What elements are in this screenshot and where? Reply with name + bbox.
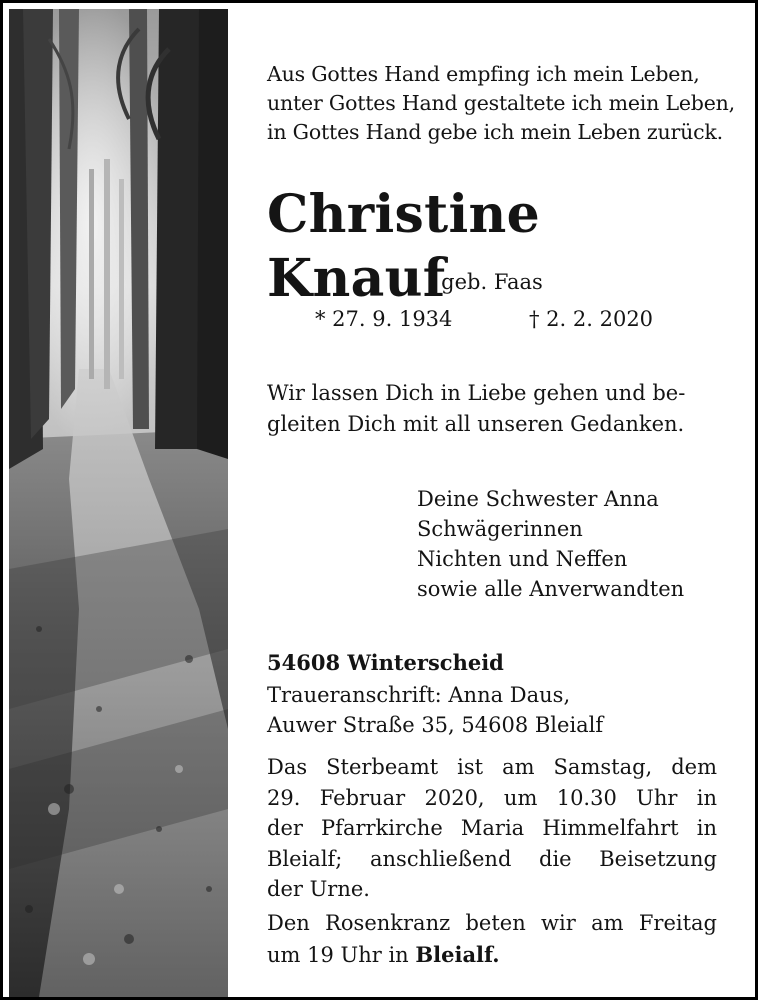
farewell-line: gleiten Dich mit all unseren Gedanken.	[267, 412, 685, 436]
mourners-list	[417, 484, 735, 604]
forest-path-photo	[9, 9, 228, 997]
address-line: Auwer Straße 35, 54608 Bleialf	[267, 713, 604, 737]
mourner-line: Deine Schwester Anna	[417, 487, 659, 511]
service-line: der Urne.	[267, 877, 370, 901]
rosary-location: Bleialf.	[415, 942, 500, 967]
farewell-line: Wir lassen Dich in Liebe gehen und be-	[267, 381, 686, 405]
funeral-service-text	[267, 752, 717, 905]
rosary-line: Den Rosenkranz beten wir am Freitag	[267, 911, 717, 935]
service-line: 29. Februar 2020, um 10.30 Uhr in	[267, 785, 717, 810]
mourning-address	[267, 680, 717, 740]
service-line: der Pfarrkirche Maria Himmelfahrt in	[267, 816, 717, 840]
rosary-line	[267, 939, 717, 971]
deceased-name: Christine Knauf	[267, 184, 540, 309]
motto-line: in Gottes Hand gebe ich mein Leben zurück.	[267, 120, 723, 144]
motto-line: Aus Gottes Hand empfing ich mein Leben,	[267, 62, 700, 86]
motto-line: unter Gottes Hand gestaltete ich mein Leben,	[267, 91, 735, 115]
place-heading: 54608 Winterscheid	[267, 650, 504, 675]
rosary-text	[267, 908, 717, 971]
maiden-name: geb. Faas	[441, 270, 543, 294]
mourner-line: Schwägerinnen	[417, 517, 583, 541]
address-line: Traueranschrift: Anna Daus,	[267, 683, 571, 707]
farewell-text	[267, 378, 717, 440]
mourner-line: sowie alle Anverwandten	[417, 577, 685, 601]
bible-motto	[267, 60, 735, 147]
service-line: Das Sterbeamt ist am Samstag, dem	[267, 755, 717, 779]
rosary-time: um 19 Uhr in	[267, 943, 416, 967]
service-line: Bleialf; anschließend die Beisetzung	[267, 846, 717, 871]
mourner-line: Nichten und Neffen	[417, 547, 628, 571]
birth-date: * 27. 9. 1934	[315, 307, 453, 331]
death-date: † 2. 2. 2020	[529, 307, 654, 331]
